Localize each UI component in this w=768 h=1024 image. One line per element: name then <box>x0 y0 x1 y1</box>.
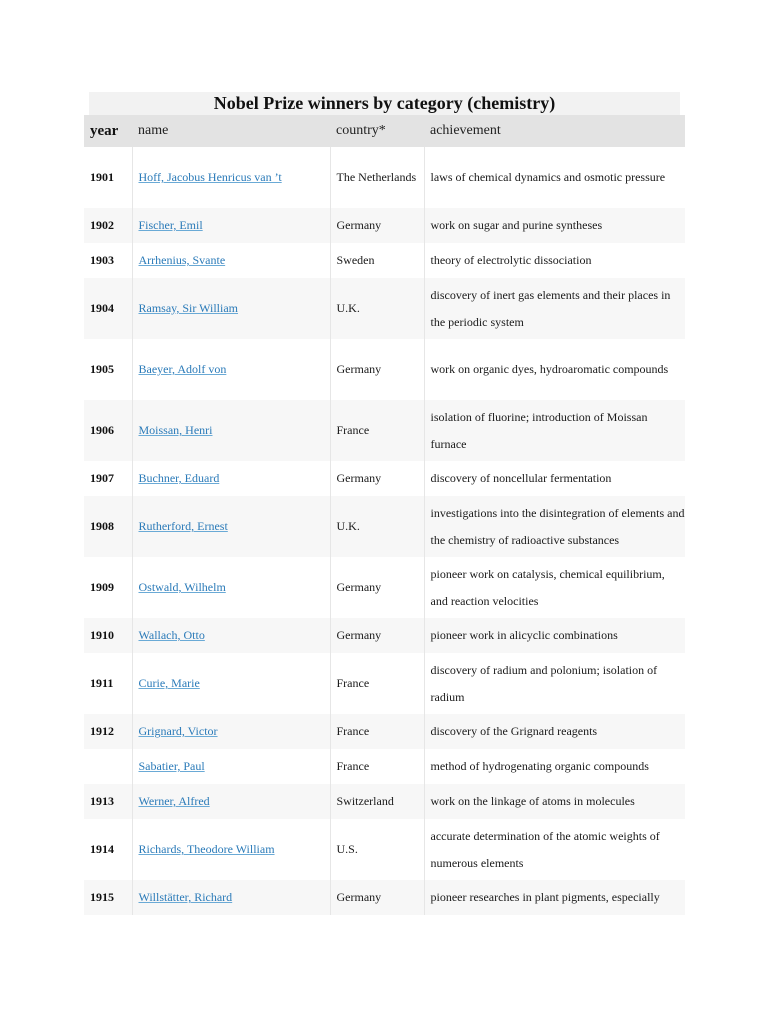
year-cell: 1908 <box>90 519 114 533</box>
country-cell: Sweden <box>330 243 424 278</box>
achievement-cell: isolation of fluorine; introduction of Moissan furnace <box>424 400 685 461</box>
country-cell: Switzerland <box>330 784 424 819</box>
table-row <box>84 557 685 618</box>
column-header-achievement: achievement <box>424 115 685 147</box>
year-cell: 1902 <box>90 218 114 232</box>
laureate-link[interactable]: Wallach, Otto <box>138 628 205 642</box>
table-header-row <box>84 115 685 147</box>
country-cell: France <box>330 749 424 784</box>
year-cell <box>84 749 132 784</box>
year-cell: 1915 <box>90 890 114 904</box>
achievement-cell: theory of electrolytic dissociation <box>424 243 685 278</box>
country-cell: France <box>330 714 424 749</box>
country-cell: Germany <box>330 618 424 653</box>
column-header-name: name <box>132 115 330 147</box>
achievement-cell: laws of chemical dynamics and osmotic pressure <box>424 147 685 208</box>
year-cell: 1903 <box>90 253 114 267</box>
laureate-link[interactable]: Richards, Theodore William <box>138 842 275 856</box>
column-header-country: country* <box>330 115 424 147</box>
country-cell: Germany <box>330 208 424 243</box>
table-row <box>84 208 685 243</box>
laureate-link[interactable]: Curie, Marie <box>138 676 200 690</box>
table-row <box>84 461 685 496</box>
country-cell: U.K. <box>330 278 424 339</box>
achievement-cell: work on sugar and purine syntheses <box>424 208 685 243</box>
table-title: Nobel Prize winners by category (chemistry) <box>89 92 680 115</box>
nobel-chemistry-table <box>84 115 685 915</box>
country-cell: U.K. <box>330 496 424 557</box>
table-row <box>84 784 685 819</box>
table-row <box>84 243 685 278</box>
laureate-link[interactable]: Werner, Alfred <box>138 794 210 808</box>
laureate-link[interactable]: Arrhenius, Svante <box>138 253 226 267</box>
year-cell: 1905 <box>90 362 114 376</box>
laureate-link[interactable]: Fischer, Emil <box>138 218 203 232</box>
laureate-link[interactable]: Buchner, Eduard <box>138 471 220 485</box>
laureate-link[interactable]: Grignard, Victor <box>138 724 218 738</box>
table-row <box>84 749 685 784</box>
achievement-cell: work on organic dyes, hydroaromatic compounds <box>424 339 685 400</box>
achievement-cell: discovery of inert gas elements and their places in the periodic system <box>424 278 685 339</box>
country-cell: Germany <box>330 339 424 400</box>
laureate-link[interactable]: Baeyer, Adolf von <box>138 362 227 376</box>
year-cell: 1909 <box>90 580 114 594</box>
year-cell: 1910 <box>90 628 114 642</box>
country-cell: Germany <box>330 461 424 496</box>
table-row <box>84 496 685 557</box>
laureate-link[interactable]: Willstätter, Richard <box>138 890 233 904</box>
achievement-cell: discovery of noncellular fermentation <box>424 461 685 496</box>
achievement-cell: method of hydrogenating organic compounds <box>424 749 685 784</box>
country-cell: France <box>330 653 424 714</box>
table-row <box>84 653 685 714</box>
achievement-cell: pioneer work on catalysis, chemical equilibrium, and reaction velocities <box>424 557 685 618</box>
year-cell: 1907 <box>90 471 114 485</box>
achievement-cell: discovery of the Grignard reagents <box>424 714 685 749</box>
country-cell: France <box>330 400 424 461</box>
country-cell: The Netherlands <box>330 147 424 208</box>
laureate-link[interactable]: Moissan, Henri <box>138 423 213 437</box>
table-row <box>84 278 685 339</box>
laureate-link[interactable]: Sabatier, Paul <box>138 759 205 773</box>
laureate-link[interactable]: Hoff, Jacobus Henricus van ’t <box>138 170 282 184</box>
country-cell: U.S. <box>330 819 424 880</box>
table-row <box>84 714 685 749</box>
year-cell: 1906 <box>90 423 114 437</box>
year-cell: 1901 <box>90 170 114 184</box>
table-row <box>84 819 685 880</box>
achievement-cell: investigations into the disintegration of elements and the chemistry of radioactive substances <box>424 496 685 557</box>
year-cell: 1914 <box>90 842 114 856</box>
year-cell: 1912 <box>90 724 114 738</box>
country-cell: Germany <box>330 880 424 915</box>
table-row <box>84 618 685 653</box>
year-cell: 1913 <box>90 794 114 808</box>
country-cell: Germany <box>330 557 424 618</box>
laureate-link[interactable]: Ramsay, Sir William <box>138 301 239 315</box>
table-row <box>84 147 685 208</box>
achievement-cell: discovery of radium and polonium; isolation of radium <box>424 653 685 714</box>
year-cell: 1911 <box>90 676 114 690</box>
achievement-cell: pioneer work in alicyclic combinations <box>424 618 685 653</box>
year-cell: 1904 <box>90 301 114 315</box>
laureate-link[interactable]: Rutherford, Ernest <box>138 519 228 533</box>
column-header-year: year <box>84 115 132 147</box>
table-row <box>84 880 685 915</box>
table-row <box>84 339 685 400</box>
achievement-cell: accurate determination of the atomic weights of numerous elements <box>424 819 685 880</box>
table-row <box>84 400 685 461</box>
laureate-link[interactable]: Ostwald, Wilhelm <box>138 580 226 594</box>
achievement-cell: work on the linkage of atoms in molecules <box>424 784 685 819</box>
achievement-cell: pioneer researches in plant pigments, especially <box>424 880 685 915</box>
